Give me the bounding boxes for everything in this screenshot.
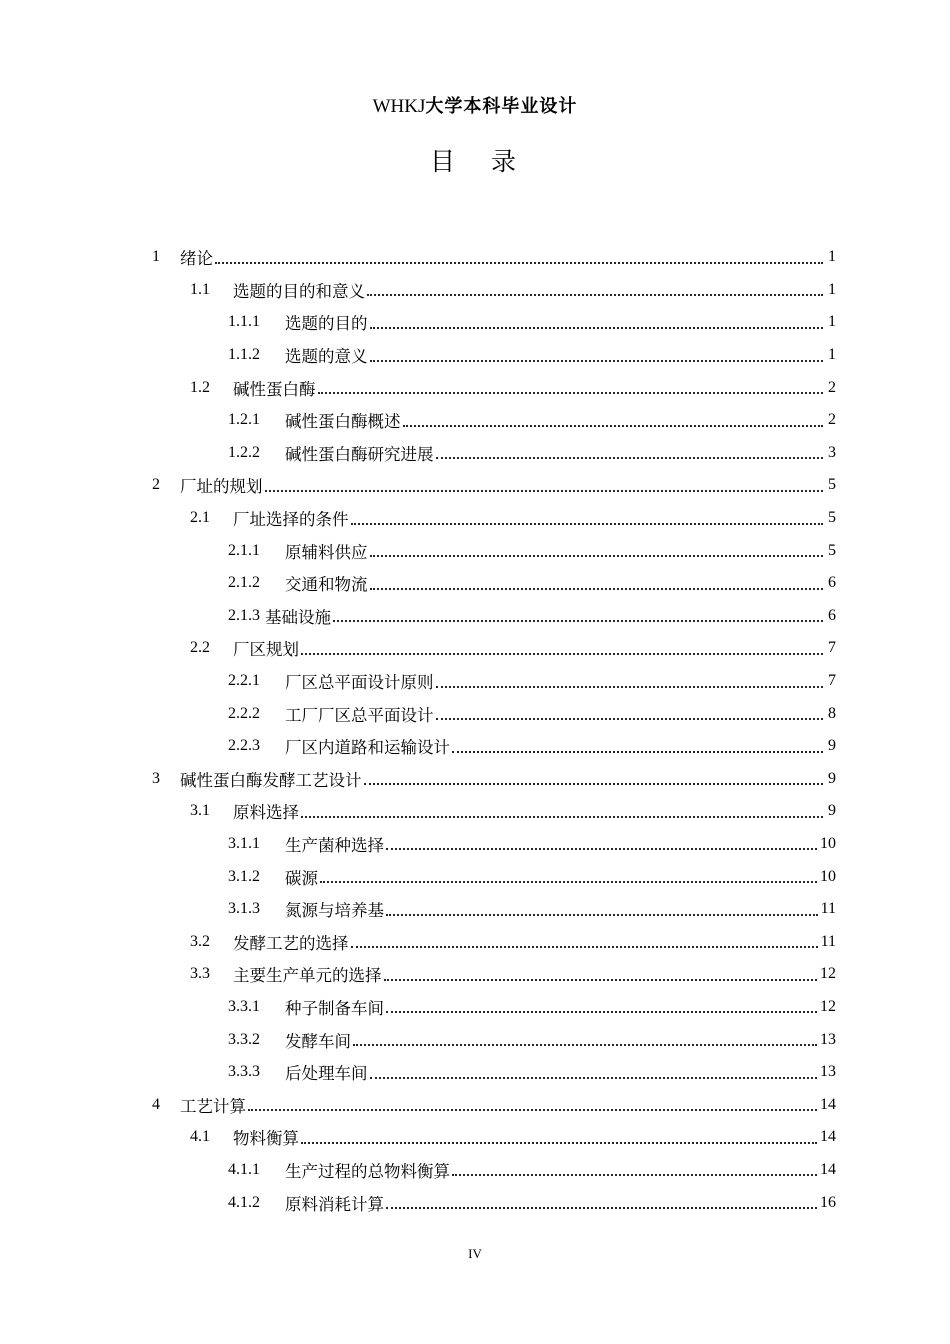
- toc-entry[interactable]: [0, 371, 950, 404]
- toc-entry-page: 10: [820, 867, 836, 885]
- toc-entry[interactable]: [0, 600, 950, 633]
- toc-entry-page: 14: [820, 1095, 836, 1113]
- toc-entry[interactable]: [0, 469, 950, 502]
- toc-dot-leader: [370, 326, 824, 329]
- toc-dot-leader: [436, 456, 824, 459]
- toc-dot-leader: [301, 1141, 817, 1144]
- toc-entry-number: 2.1: [190, 509, 210, 527]
- toc-entry[interactable]: [0, 730, 950, 763]
- toc-entry-page: 9: [828, 802, 836, 820]
- toc-entry[interactable]: [0, 860, 950, 893]
- toc-entry-label: 选题的意义: [285, 347, 368, 367]
- toc-entry[interactable]: [0, 241, 950, 274]
- toc-entry-page: 11: [820, 900, 836, 918]
- toc-entry-label: 厂址的规划: [180, 477, 263, 497]
- header-chinese: 大学本科毕业设计: [425, 96, 578, 117]
- toc-dot-leader: [351, 522, 824, 525]
- toc-entry-page: 12: [820, 997, 836, 1015]
- toc-entry[interactable]: [0, 339, 950, 372]
- toc-entry[interactable]: [0, 632, 950, 665]
- toc-dot-leader: [452, 750, 823, 753]
- toc-entry-page: 6: [828, 606, 836, 624]
- toc-entry-label: 发酵工艺的选择: [233, 933, 349, 953]
- toc-entry-page: 13: [820, 1030, 836, 1048]
- toc-entry[interactable]: [0, 1056, 950, 1089]
- toc-entry-label: 碱性蛋白酶概述: [285, 412, 401, 432]
- toc-entry-label: 碳源: [285, 868, 318, 888]
- toc-entry[interactable]: [0, 567, 950, 600]
- toc-entry-page: 8: [828, 704, 836, 722]
- toc-dot-leader: [370, 1076, 818, 1079]
- toc-dot-leader: [436, 685, 824, 688]
- toc-entry-page: 1: [828, 248, 836, 266]
- toc-entry-number: 1: [152, 248, 160, 266]
- toc-entry-number: 3.1.1: [228, 834, 260, 852]
- toc-entry-number: 4.1.1: [228, 1160, 260, 1178]
- toc-entry-label: 原料选择: [233, 803, 299, 823]
- toc-dot-leader: [384, 978, 818, 981]
- toc-dot-leader: [353, 1043, 817, 1046]
- toc-dot-leader: [436, 717, 824, 720]
- toc-entry-label: 氮源与培养基: [285, 901, 384, 921]
- toc-entry-label: 生产过程的总物料衡算: [285, 1161, 450, 1181]
- toc-entry-label: 碱性蛋白酶: [233, 379, 316, 399]
- toc-entry-number: 1.2: [190, 378, 210, 396]
- toc-entry-page: 13: [820, 1063, 836, 1081]
- toc-entry-page: 6: [828, 574, 836, 592]
- toc-entry-label: 发酵车间: [285, 1031, 351, 1051]
- toc-entry[interactable]: [0, 502, 950, 535]
- toc-entry-number: 2.2.1: [228, 672, 260, 690]
- toc-entry[interactable]: [0, 1088, 950, 1121]
- toc-dot-leader: [320, 880, 817, 883]
- toc-entry-number: 3.3.3: [228, 1063, 260, 1081]
- toc-entry-number: 3: [152, 769, 160, 787]
- toc-entry-page: 3: [828, 443, 836, 461]
- toc-dot-leader: [370, 359, 824, 362]
- toc-entry-number: 3.1.3: [228, 900, 260, 918]
- toc-entry[interactable]: [0, 274, 950, 307]
- toc-entry-label: 碱性蛋白酶发酵工艺设计: [180, 770, 362, 790]
- toc-entry-page: 5: [828, 541, 836, 559]
- toc-entry-label: 厂区内道路和运输设计: [285, 738, 450, 758]
- toc-entry-label: 原辅料供应: [285, 542, 368, 562]
- toc-entry-label: 工厂厂区总平面设计: [285, 705, 434, 725]
- toc-dot-leader: [386, 1010, 817, 1013]
- toc-dot-leader: [370, 554, 824, 557]
- toc-entry-page: 11: [820, 932, 836, 950]
- toc-entry[interactable]: [0, 697, 950, 730]
- toc-entry-page: 5: [828, 476, 836, 494]
- toc-dot-leader: [386, 847, 817, 850]
- toc-entry-number: 4: [152, 1095, 160, 1113]
- toc-entry-page: 1: [828, 346, 836, 364]
- toc-entry-page: 14: [820, 1128, 836, 1146]
- toc-entry[interactable]: [0, 763, 950, 796]
- toc-entry-number: 1.2.1: [228, 411, 260, 429]
- toc-entry-number: 1.1.2: [228, 346, 260, 364]
- toc-dot-leader: [301, 815, 823, 818]
- toc-entry-number: 1.2.2: [228, 443, 260, 461]
- toc-entry-page: 9: [828, 737, 836, 755]
- toc-entry-page: 1: [828, 313, 836, 331]
- toc-entry-number: 2.2.2: [228, 704, 260, 722]
- toc-entry-label: 工艺计算: [180, 1096, 246, 1116]
- toc-dot-leader: [452, 1173, 817, 1176]
- toc-entry-number: 2: [152, 476, 160, 494]
- toc-entry-number: 1.1: [190, 280, 210, 298]
- toc-entry-number: 2.2.3: [228, 737, 260, 755]
- toc-dot-leader: [248, 1108, 817, 1111]
- table-of-contents: [0, 241, 950, 1219]
- toc-entry[interactable]: [0, 306, 950, 339]
- toc-entry-number: 1.1.1: [228, 313, 260, 331]
- toc-entry-label: 厂区总平面设计原则: [285, 673, 434, 693]
- header-latin: WHKJ: [372, 96, 426, 117]
- toc-entry-label: 厂区规划: [233, 640, 299, 660]
- toc-dot-leader: [301, 652, 823, 655]
- toc-entry-label: 碱性蛋白酶研究进展: [285, 444, 434, 464]
- toc-entry[interactable]: [0, 1154, 950, 1187]
- toc-dot-leader: [265, 489, 824, 492]
- toc-entry-page: 12: [820, 965, 836, 983]
- toc-entry[interactable]: [0, 1023, 950, 1056]
- toc-dot-leader: [367, 293, 823, 296]
- toc-entry-number: 3.3: [190, 965, 210, 983]
- toc-entry-page: 16: [820, 1193, 836, 1211]
- toc-entry-number: 3.3.2: [228, 1030, 260, 1048]
- toc-entry-number: 3.1: [190, 802, 210, 820]
- toc-entry-label: 选题的目的: [285, 314, 368, 334]
- toc-entry-label: 基础设施: [265, 607, 331, 627]
- toc-entry[interactable]: [0, 991, 950, 1024]
- toc-entry[interactable]: [0, 893, 950, 926]
- toc-entry-label: 主要生产单元的选择: [233, 966, 382, 986]
- toc-entry-page: 5: [828, 509, 836, 527]
- toc-dot-leader: [386, 1206, 817, 1209]
- toc-entry-number: 3.1.2: [228, 867, 260, 885]
- page-number: IV: [468, 1246, 482, 1261]
- toc-entry[interactable]: [0, 665, 950, 698]
- toc-entry-label: 厂址选择的条件: [233, 510, 349, 530]
- toc-dot-leader: [370, 587, 824, 590]
- toc-entry-label: 选题的目的和意义: [233, 281, 365, 301]
- toc-entry-label: 生产菌种选择: [285, 835, 384, 855]
- toc-entry[interactable]: [0, 958, 950, 991]
- toc-entry-number: 2.1.3: [228, 606, 260, 624]
- page-title: 目 录: [430, 147, 530, 176]
- toc-dot-leader: [215, 261, 823, 264]
- toc-dot-leader: [403, 424, 824, 427]
- toc-entry[interactable]: [0, 828, 950, 861]
- toc-entry[interactable]: [0, 925, 950, 958]
- toc-entry-number: 3.3.1: [228, 997, 260, 1015]
- toc-entry[interactable]: [0, 534, 950, 567]
- toc-dot-leader: [333, 619, 823, 622]
- toc-entry-label: 物料衡算: [233, 1129, 299, 1149]
- toc-entry-label: 绪论: [180, 249, 213, 269]
- running-header: [0, 93, 950, 121]
- toc-entry-number: 2.2: [190, 639, 210, 657]
- toc-dot-leader: [364, 782, 824, 785]
- toc-entry-number: 4.1.2: [228, 1193, 260, 1211]
- toc-entry-page: 7: [828, 639, 836, 657]
- toc-entry-page: 1: [828, 280, 836, 298]
- toc-entry[interactable]: [0, 795, 950, 828]
- toc-entry[interactable]: [0, 1121, 950, 1154]
- toc-entry-number: 2.1.2: [228, 574, 260, 592]
- toc-dot-leader: [351, 945, 818, 948]
- toc-entry-number: 2.1.1: [228, 541, 260, 559]
- toc-entry-label: 交通和物流: [285, 575, 368, 595]
- toc-entry-label: 原料消耗计算: [285, 1194, 384, 1214]
- toc-entry[interactable]: [0, 1186, 950, 1219]
- toc-dot-leader: [318, 391, 824, 394]
- toc-entry-number: 3.2: [190, 932, 210, 950]
- toc-entry-number: 4.1: [190, 1128, 210, 1146]
- toc-entry-page: 2: [828, 411, 836, 429]
- toc-dot-leader: [386, 913, 818, 916]
- toc-entry-page: 14: [820, 1160, 836, 1178]
- toc-entry-page: 9: [828, 769, 836, 787]
- toc-entry[interactable]: [0, 404, 950, 437]
- toc-entry[interactable]: [0, 437, 950, 470]
- toc-entry-page: 10: [820, 834, 836, 852]
- toc-entry-label: 后处理车间: [285, 1064, 368, 1084]
- toc-entry-page: 7: [828, 672, 836, 690]
- toc-entry-label: 种子制备车间: [285, 998, 384, 1018]
- toc-entry-page: 2: [828, 378, 836, 396]
